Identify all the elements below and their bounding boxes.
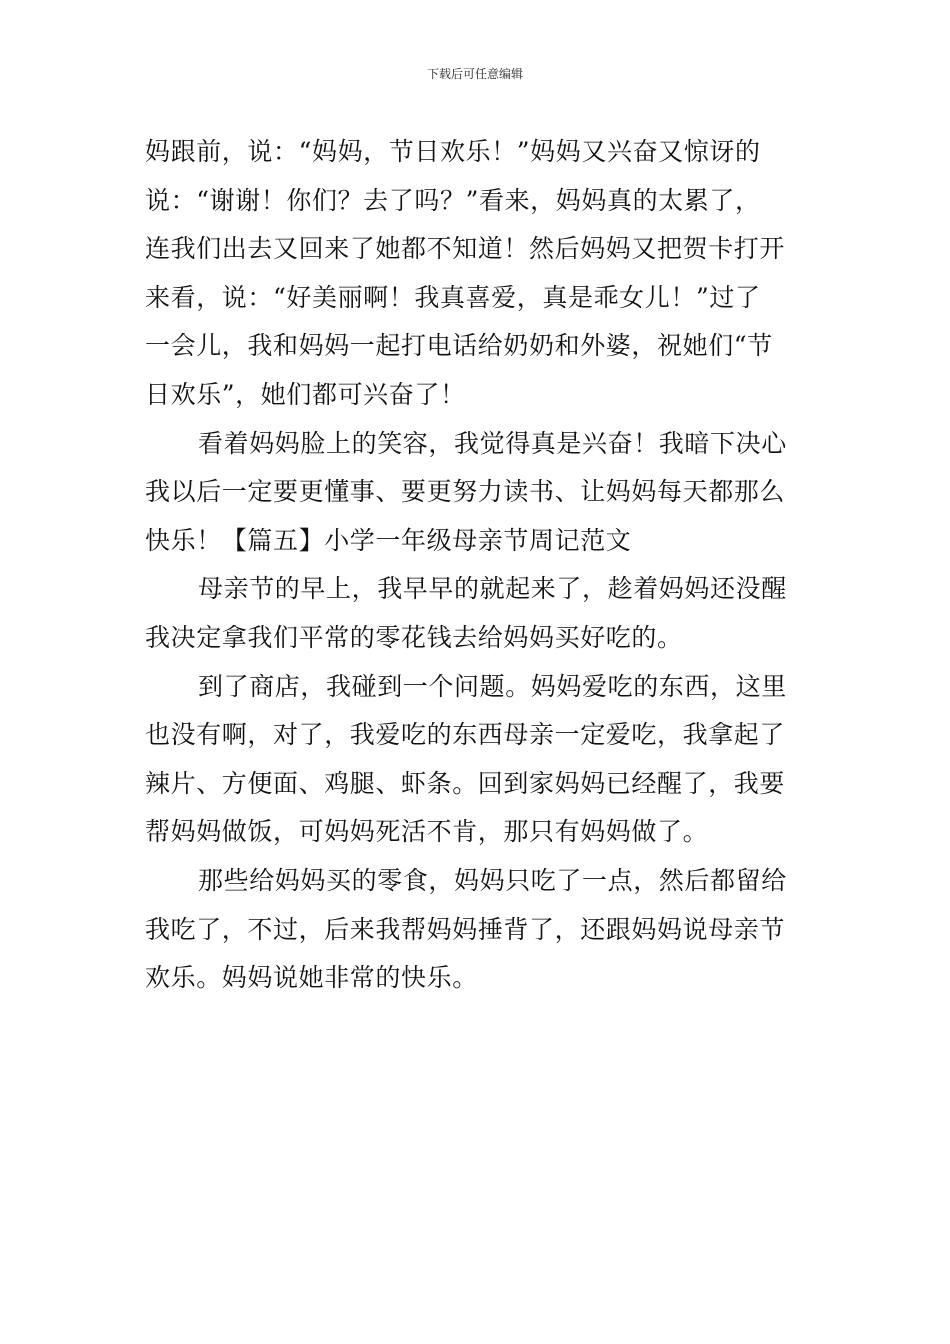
text-line: 说：“谢谢！你们？去了吗？”看来，妈妈真的太累了， <box>145 185 761 215</box>
text-line: 妈跟前，说：“妈妈，节日欢乐！”妈妈又兴奋又惊讶的 <box>145 137 761 166</box>
document-body <box>145 128 807 1003</box>
text-line: 我吃了，不过，后来我帮妈妈捶背了，还跟妈妈说母亲节 <box>145 914 786 944</box>
text-line: 来看，说：“好美丽啊！我真喜爱，真是乖女儿！”过了 <box>145 282 761 312</box>
paragraph-start-line: 那些给妈妈买的零食，妈妈只吃了一点，然后都留给 <box>198 865 787 895</box>
text-line: 快乐！【篇五】小学一年级母亲节周记范文 <box>145 525 632 555</box>
header-note: 下载后可任意编辑 <box>426 67 523 81</box>
paragraph-start-line: 母亲节的早上，我早早的就起来了，趁着妈妈还没醒 <box>198 574 787 604</box>
text-line: 也没有啊，对了，我爱吃的东西母亲一定爱吃，我拿起了 <box>145 720 786 750</box>
text-line: 辣片、方便面、鸡腿、虾条。回到家妈妈已经醒了，我要 <box>145 768 786 798</box>
text-line: 连我们出去又回来了她都不知道！然后妈妈又把贺卡打开 <box>145 234 786 264</box>
text-line: 帮妈妈做饭，可妈妈死活不肯，那只有妈妈做了。 <box>145 817 709 847</box>
text-line: 我决定拿我们平常的零花钱去给妈妈买好吃的。 <box>145 622 683 652</box>
paragraph-start-line: 看着妈妈脸上的笑容，我觉得真是兴奋！我暗下决心 <box>198 428 787 458</box>
text-line: 欢乐。妈妈说她非常的快乐。 <box>145 963 478 993</box>
text-line: 日欢乐”，她们都可兴奋了！ <box>145 379 466 409</box>
text-line: 我以后一定要更懂事、要更努力读书、让妈妈每天都那么 <box>145 477 786 507</box>
paragraph-start-line: 到了商店，我碰到一个问题。妈妈爱吃的东西，这里 <box>198 671 787 701</box>
text-line: 一会儿，我和妈妈一起打电话给奶奶和外婆，祝她们“节 <box>145 331 773 361</box>
